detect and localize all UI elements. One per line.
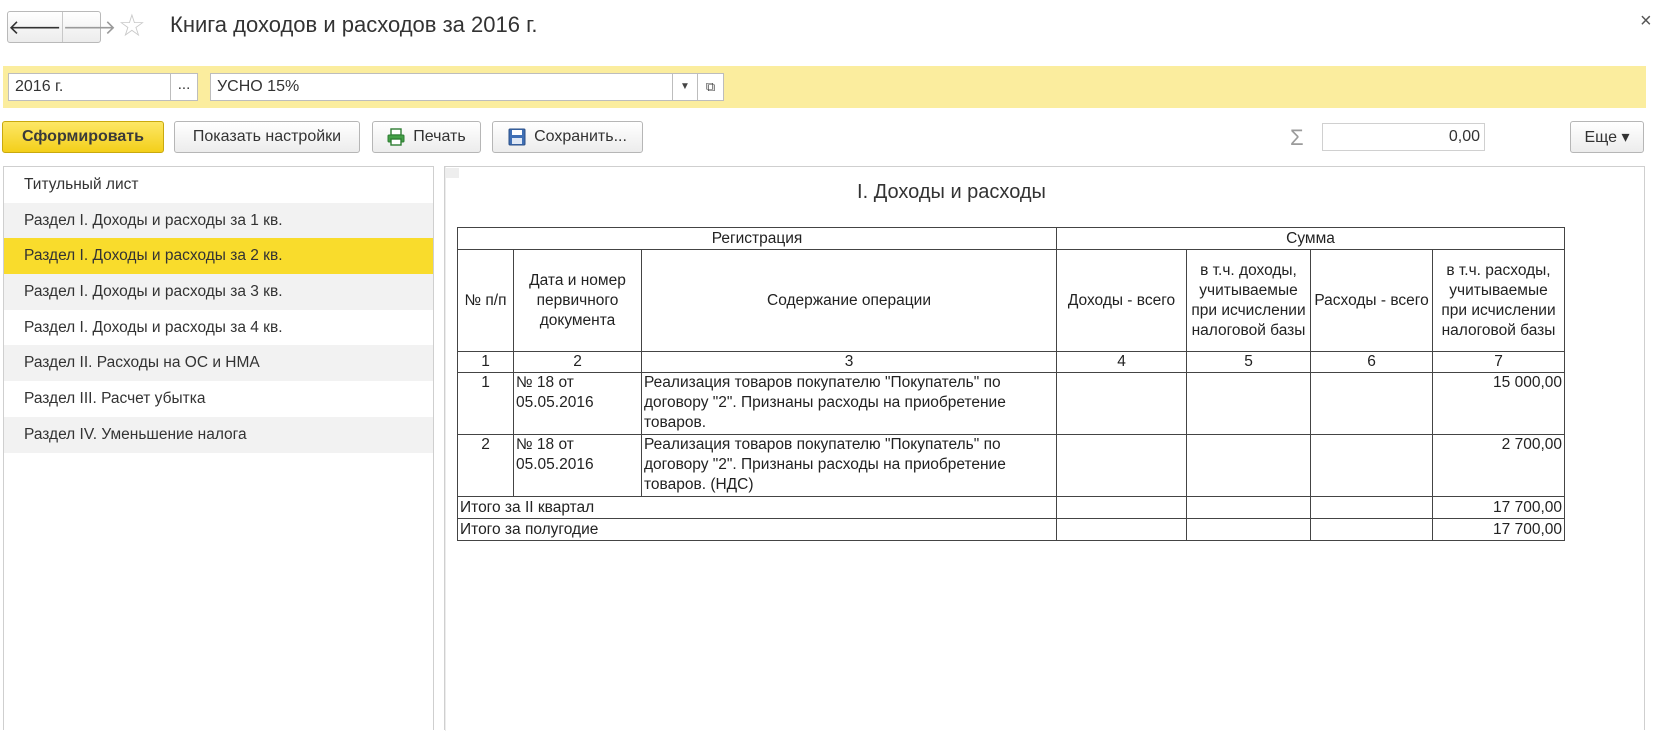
period-input[interactable]: 2016 г. xyxy=(8,73,171,101)
total-expense-total xyxy=(1311,497,1433,519)
section-item-q2[interactable]: Раздел I. Доходы и расходы за 2 кв. xyxy=(4,238,433,274)
row-document[interactable]: № 18 от 05.05.2016 xyxy=(514,435,642,497)
row-income-taxable xyxy=(1187,373,1311,435)
column-header: в т.ч. расходы, учитываемые при исчислении налоговой базы xyxy=(1433,250,1565,352)
section-item-tax-reduction[interactable]: Раздел IV. Уменьшение налога xyxy=(4,417,433,453)
row-expense-total xyxy=(1311,435,1433,497)
column-number: 2 xyxy=(514,352,642,373)
report-gutter xyxy=(445,167,446,731)
sum-icon: Σ xyxy=(1290,125,1304,150)
toolbar xyxy=(0,118,1676,156)
row-income-total xyxy=(1057,435,1187,497)
generate-button-label: Сформировать xyxy=(22,128,144,145)
total-income-total xyxy=(1057,497,1187,519)
income-expense-table xyxy=(457,227,1565,541)
section-item-fixed-assets[interactable]: Раздел II. Расходы на ОС и НМА xyxy=(4,345,433,381)
total-label: Итого за полугодие xyxy=(458,519,1057,541)
selection-sum-field: 0,00 xyxy=(1322,123,1485,151)
column-number: 5 xyxy=(1187,352,1311,373)
column-header: в т.ч. доходы, учитываемые при исчислении налоговой базы xyxy=(1187,250,1311,352)
report-document xyxy=(444,166,1645,730)
generate-button[interactable] xyxy=(2,121,164,153)
column-number: 1 xyxy=(458,352,514,373)
table-group-header-row xyxy=(458,228,1565,250)
print-label: Печать xyxy=(413,128,466,145)
total-expense-taxable: 17 700,00 xyxy=(1433,497,1565,519)
total-income-total xyxy=(1057,519,1187,541)
total-row xyxy=(458,519,1565,541)
table-row[interactable] xyxy=(458,373,1565,435)
row-document[interactable]: № 18 от 05.05.2016 xyxy=(514,373,642,435)
tax-regime-input[interactable]: УСНО 15% xyxy=(210,73,673,101)
total-expense-total xyxy=(1311,519,1433,541)
table-row[interactable] xyxy=(458,435,1565,497)
printer-icon xyxy=(387,128,405,146)
row-content: Реализация товаров покупателю "Покупатель" по договору "2". Признаны расходы на приобретение товаров. xyxy=(642,373,1057,435)
page-title: Книга доходов и расходов за 2016 г. xyxy=(170,12,538,37)
save-button[interactable] xyxy=(492,121,643,153)
more-label: Еще ▾ xyxy=(1584,129,1630,146)
column-header: Расходы - всего xyxy=(1311,250,1433,352)
close-icon[interactable]: × xyxy=(1640,10,1652,32)
column-header: Содержание операции xyxy=(642,250,1057,352)
group-header-sum: Сумма xyxy=(1057,228,1565,250)
row-expense-taxable: 2 700,00 xyxy=(1433,435,1565,497)
show-settings-label: Показать настройки xyxy=(192,128,342,145)
total-expense-taxable: 17 700,00 xyxy=(1433,519,1565,541)
column-number-row xyxy=(458,352,1565,373)
save-label: Сохранить... xyxy=(534,128,627,145)
print-button[interactable] xyxy=(372,121,481,153)
row-expense-total xyxy=(1311,373,1433,435)
filter-bar xyxy=(3,66,1646,108)
row-number: 2 xyxy=(458,435,514,497)
section-item-title-page[interactable]: Титульный лист xyxy=(24,175,139,193)
row-content: Реализация товаров покупателю "Покупатель" по договору "2". Признаны расходы на приобретение товаров. (НДС) xyxy=(642,435,1057,497)
favorite-star-icon[interactable]: ☆ xyxy=(118,8,146,43)
total-income-taxable xyxy=(1187,519,1311,541)
column-header: № п/п xyxy=(458,250,514,352)
column-number: 7 xyxy=(1433,352,1565,373)
total-row xyxy=(458,497,1565,519)
total-income-taxable xyxy=(1187,497,1311,519)
column-number: 3 xyxy=(642,352,1057,373)
total-label: Итого за II квартал xyxy=(458,497,1057,519)
navigation-buttons xyxy=(7,11,117,43)
title-bar xyxy=(0,0,1676,56)
column-header: Доходы - всего xyxy=(1057,250,1187,352)
report-corner[interactable] xyxy=(446,168,459,178)
section-list xyxy=(3,166,434,730)
row-number: 1 xyxy=(458,373,514,435)
section-item-q4[interactable]: Раздел I. Доходы и расходы за 4 кв. xyxy=(24,318,283,336)
section-item-loss[interactable]: Раздел III. Расчет убытка xyxy=(24,389,206,407)
row-expense-taxable: 15 000,00 xyxy=(1433,373,1565,435)
column-number: 4 xyxy=(1057,352,1187,373)
open-window-icon[interactable]: ⧉ xyxy=(698,73,724,101)
report-title: I. Доходы и расходы xyxy=(857,181,1046,203)
more-button[interactable] xyxy=(1570,121,1644,153)
show-settings-button[interactable] xyxy=(174,121,360,153)
floppy-disk-icon xyxy=(508,128,526,146)
row-income-total xyxy=(1057,373,1187,435)
group-header-registration: Регистрация xyxy=(458,228,1057,250)
back-arrow-icon[interactable]: 🡐 xyxy=(8,12,63,42)
row-income-taxable xyxy=(1187,435,1311,497)
table-header-row xyxy=(458,250,1565,352)
column-header: Дата и номер первичного документа xyxy=(514,250,642,352)
period-select-button[interactable]: ... xyxy=(171,73,198,101)
dropdown-arrow-icon[interactable]: ▼ xyxy=(673,73,698,101)
forward-arrow-icon[interactable]: 🡒 xyxy=(62,16,117,39)
section-item-q1[interactable]: Раздел I. Доходы и расходы за 1 кв. xyxy=(4,203,433,239)
section-item-q3[interactable]: Раздел I. Доходы и расходы за 3 кв. xyxy=(4,274,433,310)
column-number: 6 xyxy=(1311,352,1433,373)
